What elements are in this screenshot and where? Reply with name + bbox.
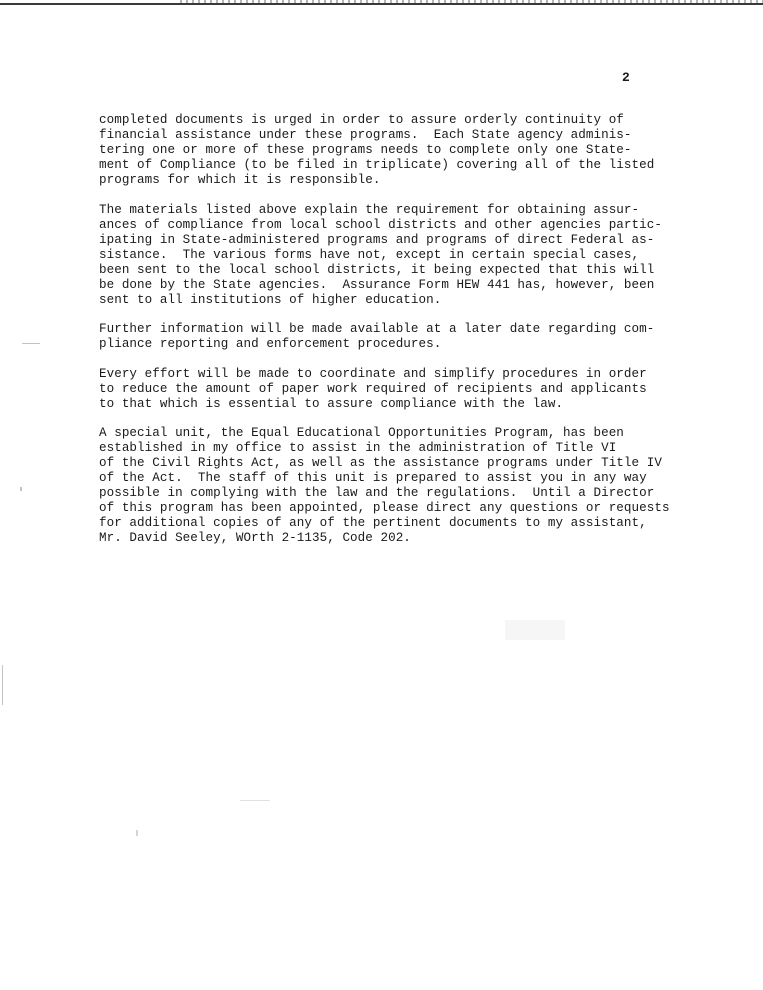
text-line: be done by the State agencies. Assurance Form HEW 441 has, however, been [99,278,655,292]
paragraph-special-unit [99,426,699,546]
text-line: to that which is essential to assure compliance with the law. [99,397,564,411]
paragraph-compliance-continuity [99,113,699,188]
scan-speck [20,487,22,491]
paragraph-coordinate-procedures [99,367,699,412]
paragraph-materials-listed [99,203,699,308]
text-line: of the Act. The staff of this unit is prepared to assist you in any way [99,471,647,485]
text-line: programs for which it is responsible. [99,173,381,187]
text-line: Further information will be made available at a later date regarding com- [99,322,655,336]
text-line: possible in complying with the law and the regulations. Until a Director [99,486,655,500]
text-line: established in my office to assist in the administration of Title VI [99,441,617,455]
scan-speck [22,343,40,344]
text-line: to reduce the amount of paper work required of recipients and applicants [99,382,647,396]
text-line: ipating in State-administered programs and programs of direct Federal as- [99,233,655,247]
scan-speck [136,830,138,836]
text-line: financial assistance under these programs. Each State agency adminis- [99,128,632,142]
text-line: A special unit, the Equal Educational Opportunities Program, has been [99,426,624,440]
text-line: ment of Compliance (to be filed in triplicate) covering all of the listed [99,158,655,172]
text-line: Mr. David Seeley, WOrth 2-1135, Code 202. [99,531,411,545]
scan-speck [2,665,3,705]
text-line: tering one or more of these programs needs to complete only one State- [99,143,632,157]
text-line: been sent to the local school districts, it being expected that this will [99,263,655,277]
text-line: of this program has been appointed, please direct any questions or requests [99,501,670,515]
text-line: sent to all institutions of higher education. [99,293,442,307]
scan-speck [240,800,270,801]
page-number: 2 [622,70,630,85]
text-line: for additional copies of any of the pertinent documents to my assistant, [99,516,647,530]
text-line: ances of compliance from local school districts and other agencies partic- [99,218,662,232]
text-line: The materials listed above explain the requirement for obtaining assur- [99,203,640,217]
scan-speck [505,620,565,640]
paragraph-further-information [99,322,699,352]
text-line: pliance reporting and enforcement procedures. [99,337,442,351]
text-line: sistance. The various forms have not, except in certain special cases, [99,248,640,262]
letter-body [99,113,699,561]
text-line: Every effort will be made to coordinate and simplify procedures in order [99,367,647,381]
text-line: completed documents is urged in order to assure orderly continuity of [99,113,624,127]
text-line: of the Civil Rights Act, as well as the assistance programs under Title IV [99,456,662,470]
scan-top-edge [0,3,763,5]
